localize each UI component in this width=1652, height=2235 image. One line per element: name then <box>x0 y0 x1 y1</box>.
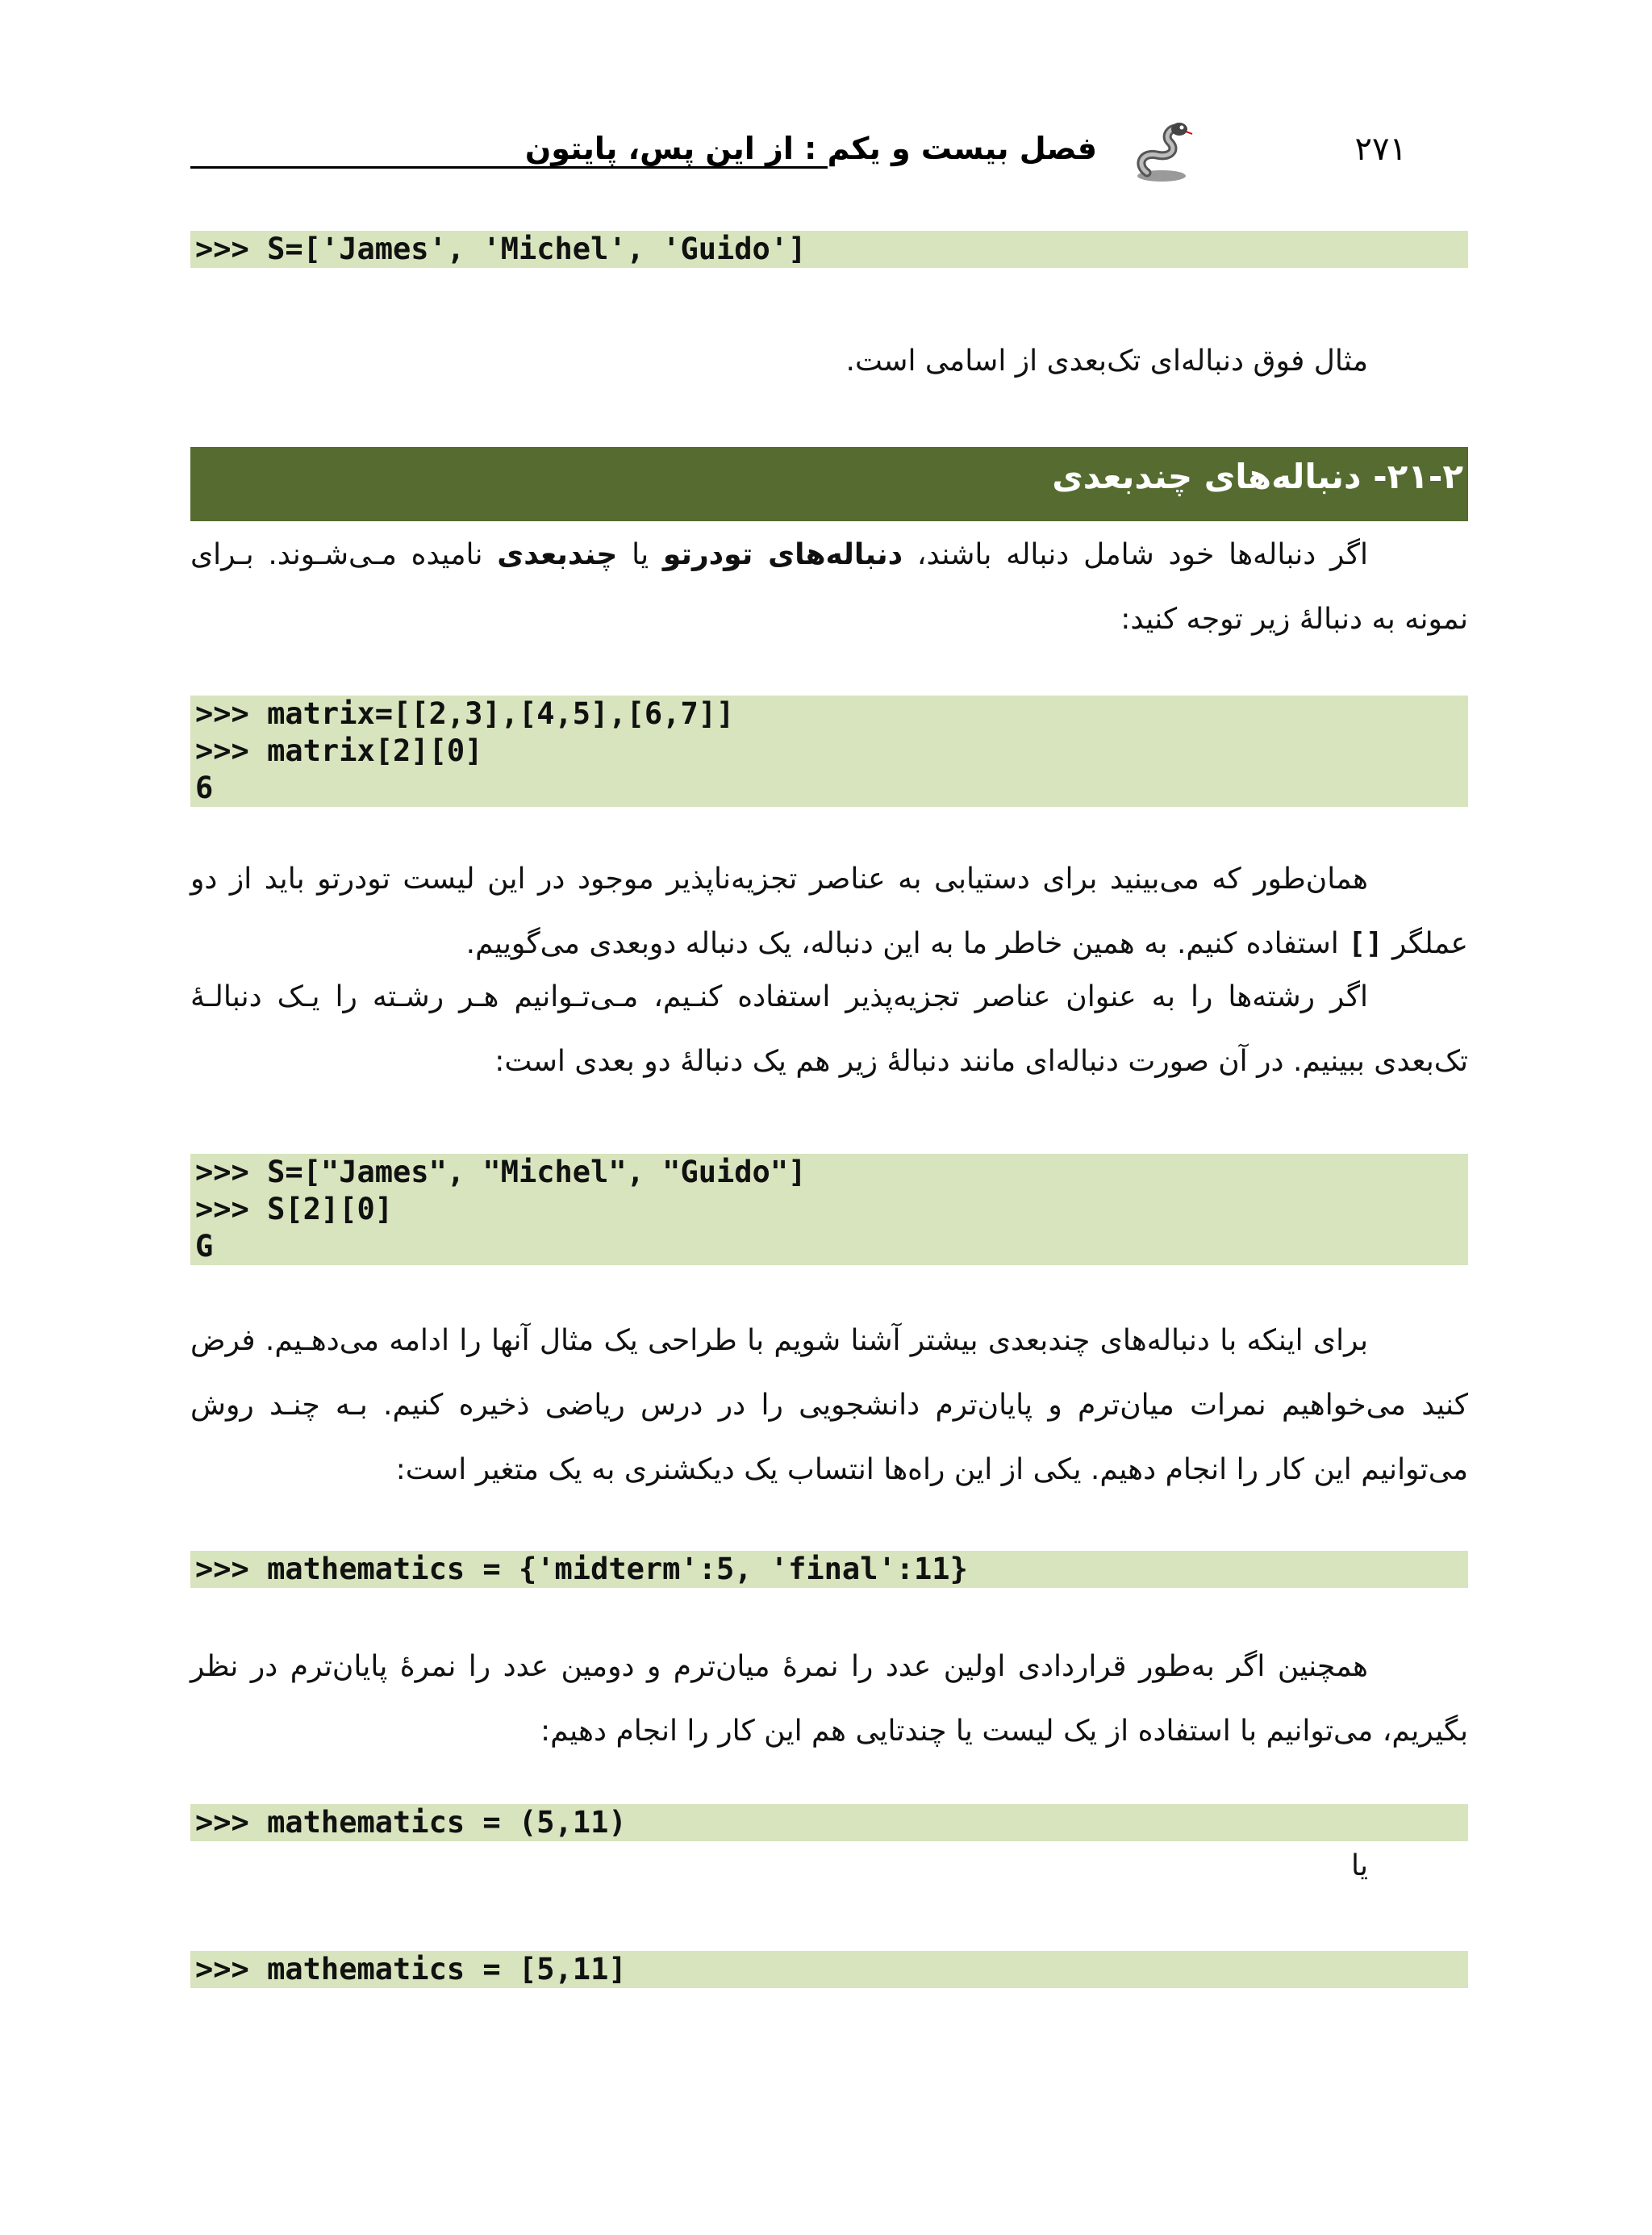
paragraph-text: اگر رشته‌ها را به عنوان عناصر تجزیه‌پذیر استفاده کنـیم، مـی‌تـوانیم هـر رشـته را یـک دنبالـۀ تک‌بعدی ببینیم. در آن صورت دنباله‌ای مانند دنبالۀ زیر هم یک دنبالۀ دو بعدی است: <box>190 980 1468 1078</box>
code-block-2 <box>190 696 1468 807</box>
code-line: 6 <box>195 771 214 805</box>
code-line: >>> S[2][0] <box>195 1192 394 1226</box>
code-block-5 <box>190 1804 1468 1841</box>
paragraph-2 <box>190 523 1468 652</box>
section-title: ۲۱-۲- دنباله‌های چندبعدی <box>1052 457 1463 496</box>
chapter-title: فصل بیست و یکم : از این پس، پایتون <box>524 131 1097 166</box>
code-block-6 <box>190 1951 1468 1988</box>
code-line: >>> mathematics = (5,11) <box>195 1805 627 1840</box>
paragraph-text: برای اینکه با دنباله‌های چندبعدی بیشتر آشنا شویم با طراحی یک مثال آنها را ادامه می‌دهـیم. فرض کنید می‌خواهیم نمرات میان‌ترم و پایان‌ترم دانشجویی را در درس ریاضی ذخیره کنیم. بـه چنـد روش می‌توانیم این کار را انجام دهیم. یکی از این راه‌ها انتساب یک دیکشنری به یک متغیر است: <box>190 1324 1468 1486</box>
code-block-3 <box>190 1154 1468 1265</box>
code-line: >>> matrix[2][0] <box>195 733 483 768</box>
paragraph-text: اگر دنباله‌ها خود شامل دنباله باشند، <box>903 538 1369 571</box>
paragraph-6 <box>190 1635 1468 1764</box>
code-block-4 <box>190 1551 1468 1588</box>
paragraph-4 <box>190 965 1468 1094</box>
paragraph-text: استفاده کنیم. به همین خاطر ما به این دنباله، یک دنباله دوبعدی می‌گوییم. <box>465 927 1349 960</box>
code-line: >>> S=['James', 'Michel', 'Guido'] <box>195 232 807 266</box>
paragraph-5 <box>190 1309 1468 1502</box>
paragraph-text: همچنین اگر به‌طور قراردادی اولین عدد را نمرۀ میان‌ترم و دومین عدد را نمرۀ پایان‌ترم در نظر بگیریم، می‌توانیم با استفاده از یک لیست یا چندتایی هم این کار را انجام دهیم: <box>190 1650 1468 1748</box>
code-line: >>> mathematics = [5,11] <box>195 1952 627 1986</box>
header-rule <box>190 166 828 169</box>
paragraph-text: نامیده مـی‌شـوند. بـرای نمونه به دنبالۀ زیر توجه کنید: <box>190 538 1468 636</box>
bold-term: چندبعدی <box>497 538 618 571</box>
paragraph-1 <box>190 329 1468 394</box>
code-line: >>> mathematics = {'midterm':5, 'final':11} <box>195 1552 968 1586</box>
code-block-1 <box>190 231 1468 268</box>
connector-word: یا <box>1351 1849 1368 1882</box>
paragraph-text: همان‌طور که می‌بینید برای دستیابی به عناصر تجزیه‌ناپذیر موجود در این لیست تودرتو باید از دو عملگر <box>190 863 1468 960</box>
paragraph-3 <box>190 847 1468 976</box>
code-line: G <box>195 1229 214 1264</box>
operator-code: [] <box>1348 927 1383 960</box>
bold-term: دنباله‌های تودرتو <box>662 538 903 571</box>
section-heading-bar <box>190 447 1468 521</box>
page-header <box>190 119 1468 184</box>
page-number: ۲۷۱ <box>1354 131 1407 168</box>
paragraph-text: یا <box>617 538 663 571</box>
code-line: >>> matrix=[[2,3],[4,5],[6,7]] <box>195 696 735 731</box>
paragraph-text: مثال فوق دنباله‌ای تک‌بعدی از اسامی است. <box>845 345 1368 378</box>
code-line: >>> S=["James", "Michel", "Guido"] <box>195 1155 807 1189</box>
python-snake-icon <box>1129 119 1194 184</box>
